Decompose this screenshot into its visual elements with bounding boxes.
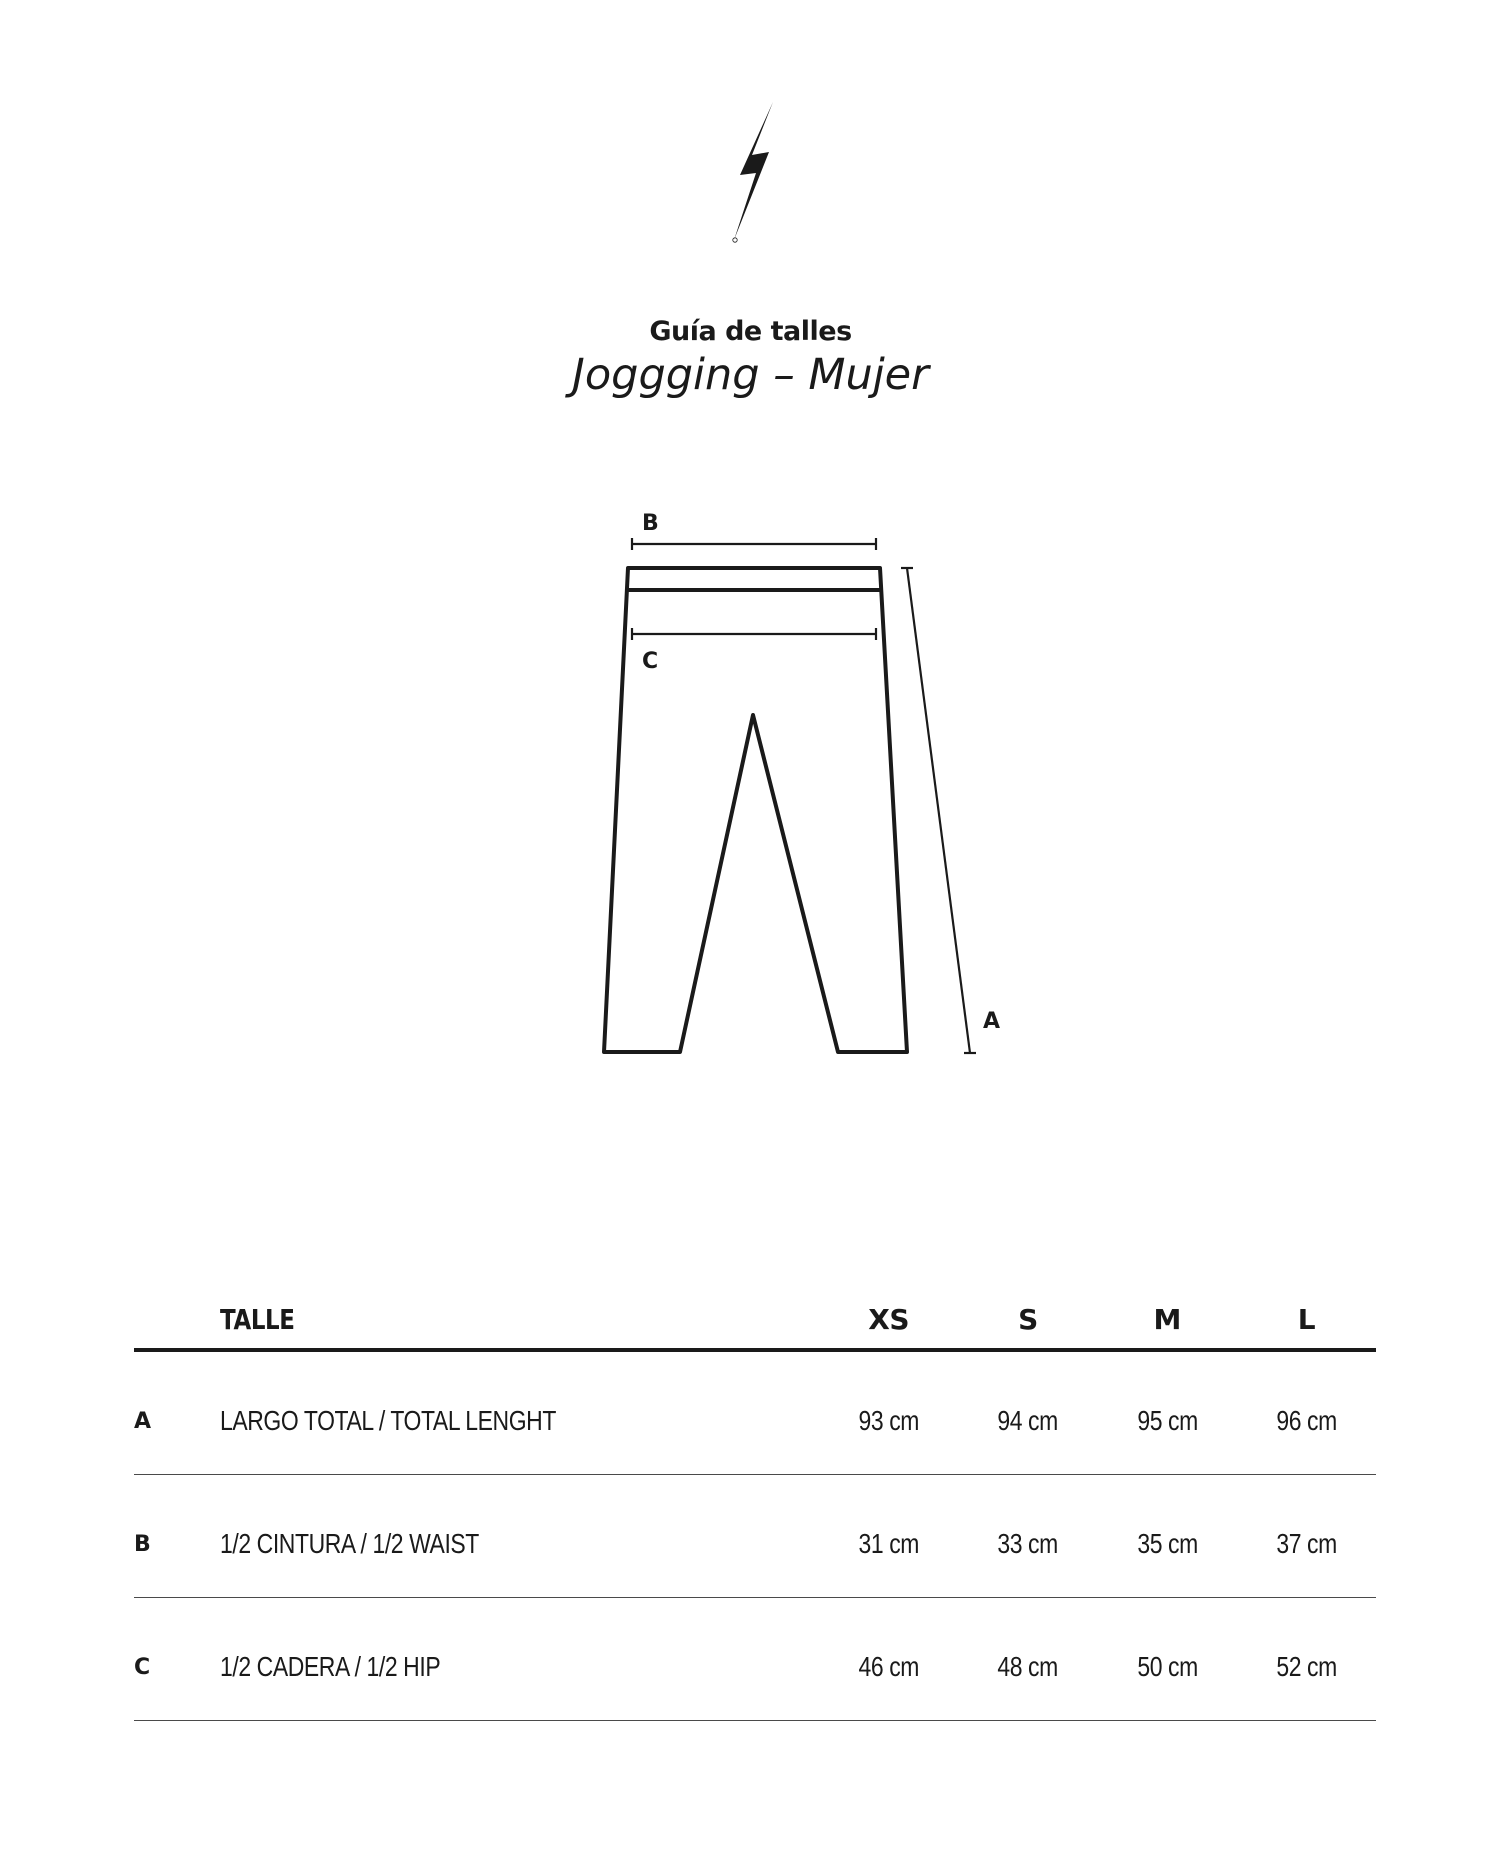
size-table [134, 1290, 1376, 1721]
row-value: 50 cm [1110, 1598, 1224, 1721]
header-code-cell [134, 1290, 220, 1350]
row-value: 37 cm [1249, 1475, 1363, 1598]
dimension-b-label: B [642, 511, 659, 536]
table-header-row [134, 1290, 1376, 1350]
page-subtitle: Joggging – Mujer [572, 350, 929, 400]
row-measure: 1/2 CADERA / 1/2 HIP [220, 1598, 819, 1721]
row-value: 33 cm [971, 1475, 1085, 1598]
row-code: B [134, 1475, 220, 1598]
row-value: 46 cm [831, 1598, 945, 1721]
pants-outline [604, 568, 907, 1052]
table-row [134, 1475, 1376, 1598]
row-value: 31 cm [831, 1475, 945, 1598]
row-code: A [134, 1350, 220, 1475]
row-value: 96 cm [1249, 1350, 1363, 1475]
dimension-c [632, 628, 876, 640]
pants-body [604, 568, 907, 1052]
dimension-a [901, 568, 976, 1053]
dimension-b [632, 538, 876, 550]
row-code: C [134, 1598, 220, 1721]
row-value: 48 cm [971, 1598, 1085, 1721]
lightning-bolt-icon [722, 100, 782, 245]
row-measure: LARGO TOTAL / TOTAL LENGHT [220, 1350, 819, 1475]
dimension-c-label: C [642, 649, 659, 674]
header-size-s: S [958, 1290, 1097, 1350]
dimension-a-label: A [983, 1009, 1001, 1034]
row-value: 52 cm [1249, 1598, 1363, 1721]
table-row [134, 1350, 1376, 1475]
row-value: 93 cm [831, 1350, 945, 1475]
row-measure: 1/2 CINTURA / 1/2 WAIST [220, 1475, 819, 1598]
page-title: Guía de talles [649, 316, 852, 347]
header-size-l: L [1237, 1290, 1376, 1350]
table-row [134, 1598, 1376, 1721]
row-value: 95 cm [1110, 1350, 1224, 1475]
row-value: 35 cm [1110, 1475, 1224, 1598]
row-value: 94 cm [971, 1350, 1085, 1475]
pants-diagram [580, 500, 1020, 1080]
header-talle: TALLE [220, 1290, 819, 1350]
header-size-m: M [1098, 1290, 1237, 1350]
header-size-xs: XS [819, 1290, 959, 1350]
